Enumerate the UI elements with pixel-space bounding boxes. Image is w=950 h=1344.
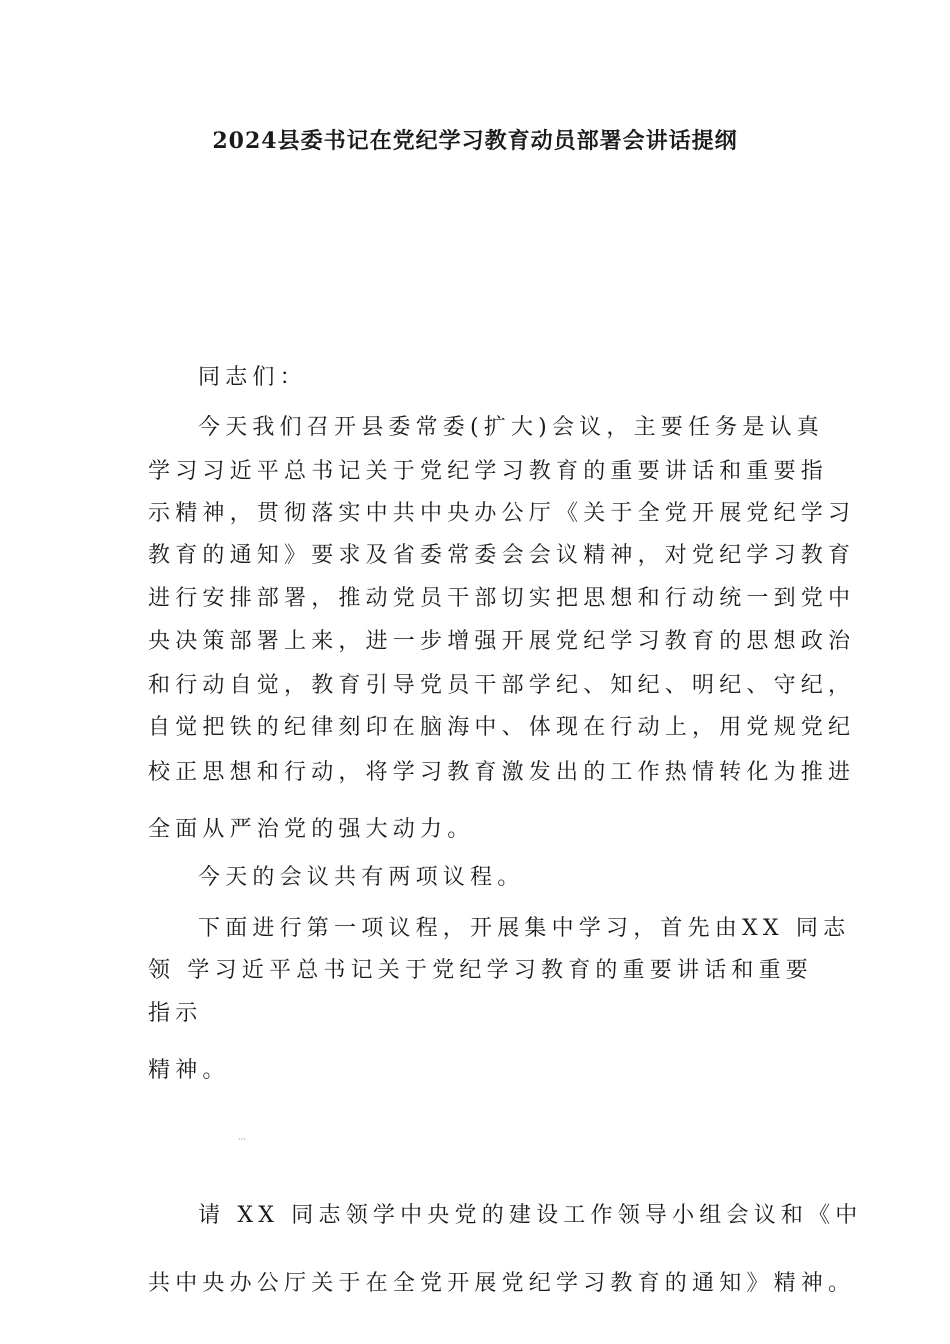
paragraph-line: 指示 xyxy=(148,1001,203,1026)
paragraph-line: 校正思想和行动，将学习教育激发出的工作热情转化为推进 xyxy=(148,760,856,785)
paragraph-line: 学习习近平总书记关于党纪学习教育的重要讲话和重要指 xyxy=(148,459,829,484)
paragraph-line: 自觉把铁的纪律刻印在脑海中、体现在行动上，用党规党纪 xyxy=(148,715,856,740)
agenda-paragraph: 今天的会议共有两项议程。 xyxy=(198,865,525,890)
salutation: 同志们： xyxy=(198,365,307,390)
document-title: 2024县委书记在党纪学习教育动员部署会讲话提纲 xyxy=(212,128,738,154)
separator-dots: ··· xyxy=(238,1135,246,1144)
paragraph-line: 下面进行第一项议程，开展集中学习，首先由XX 同志 xyxy=(198,916,851,941)
paragraph-line: 请 XX 同志领学中央党的建设工作领导小组会议和《中 xyxy=(198,1203,863,1228)
paragraph-line: 和行动自觉，教育引导党员干部学纪、知纪、明纪、守纪， xyxy=(148,673,856,698)
paragraph-line: 今天我们召开县委常委(扩大)会议，主要任务是认真 xyxy=(198,415,824,440)
paragraph-line: 进行安排部署，推动党员干部切实把思想和行动统一到党中 xyxy=(148,586,856,611)
paragraph-line: 教育的通知》要求及省委常委会会议精神，对党纪学习教育 xyxy=(148,543,856,568)
paragraph-line: 共中央办公厅关于在全党开展党纪学习教育的通知》精神。 xyxy=(148,1271,856,1296)
paragraph-line: 央决策部署上来，进一步增强开展党纪学习教育的思想政治 xyxy=(148,629,856,654)
paragraph-line: 全面从严治党的强大动力。 xyxy=(148,817,475,842)
paragraph-line: 精神。 xyxy=(148,1058,230,1083)
paragraph-line: 领 学习近平总书记关于党纪学习教育的重要讲话和重要 xyxy=(148,958,813,983)
paragraph-line: 示精神，贯彻落实中共中央办公厅《关于全党开展党纪学习 xyxy=(148,501,856,526)
